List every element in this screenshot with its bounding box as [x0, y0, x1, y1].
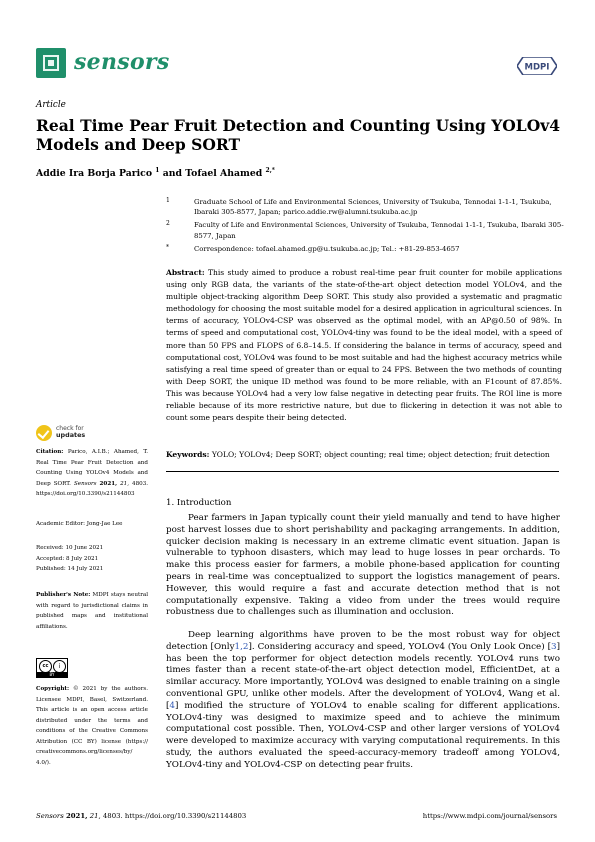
abstract — [166, 267, 562, 424]
footer-doi-link[interactable]: 4803. https://doi.org/10.3390/s21144803 — [102, 812, 247, 820]
correspondence: * Correspondence: tofael.ahamed.gp@u.tsukuba.ac.jp; Tel.: +81-29-853-4657 — [166, 243, 460, 253]
keywords-text: YOLO; YOLOv4; Deep SORT; object counting; real time; object detection; fruit detection — [211, 450, 550, 459]
body-paragraph: Deep learning algorithms have proven to be the most robust way for object detection [Only1,2]. Considering accuracy and speed, YOLOv4 (You Only Look Once) [3] has been the top performer for object detection models recently. YOLOv4 runs two times faster than a recent state-of-the-art object detection model, EfficientDet, at a similar accuracy. More importantly, YOLOv4 was designed to enable training on a single conventional GPU, unlike other models. After the development of YOLOv4, Wang et al. [4] modified the structure of YOLOv4 to enable scaling for different applications. YOLOv4-tiny was designed to maximize speed and to achieve the minimum computational cost possible. Then, YOLOv4-CSP and other larger versions of YOLOv4 were developed to maximize accuracy with varying computational requirements. In this study, the authors evaluated the speed-accuracy-memory tradeoff among YOLOv4, YOLOv4-tiny and YOLOv4-CSP on detecting pear fruits. — [166, 630, 561, 770]
footer-citation: Sensors 2021, 21, 4803. https://doi.org/10.3390/s21144803 — [36, 812, 247, 820]
keywords-label: Keywords: — [166, 450, 210, 459]
author-name[interactable]: Addie Ira Borja Parico — [36, 168, 153, 180]
journal-url-link[interactable]: https://www.mdpi.com/journal/sensors — [422, 812, 557, 820]
citation-link[interactable]: 1,2 — [234, 641, 249, 652]
affiliation-mark: 1 — [155, 167, 160, 174]
doi-link[interactable]: 4803. https://doi.org/10.3390/s21144803 — [36, 480, 149, 497]
citation-link[interactable]: 3 — [551, 641, 557, 652]
affiliations — [166, 197, 566, 257]
copyright-notice: Copyright: © 2021 by the authors. Licensee MDPI, Basel, Switzerland. This article is an open access article distributed under the terms and conditions of the Creative Commons Attribution (CC BY) license (https:// creativecommons.org/licenses/by/ 4.0/). — [36, 686, 148, 766]
paper-title: Real Time Pear Fruit Detection and Counting Using YOLOv4 Models and Deep SORT — [36, 116, 560, 154]
publisher-name: MDPI — [524, 62, 550, 73]
article-type: Article — [36, 100, 66, 110]
publisher-note: Publisher's Note: MDPI stays neutral with regard to jurisdictional claims in published maps and institutional affiliations. — [36, 592, 148, 630]
affiliation-item: 1 Graduate School of Life and Environmental Sciences, University of Tsukuba, Tennodai 1-1-1, Tsukuba, Ibaraki 305-8577, Japan; parico.addie.rw@alumni.tsukuba.ac.jp — [166, 197, 552, 217]
academic-editor: Academic Editor: Jong-Jae Lee — [36, 521, 123, 527]
journal-logo-icon — [36, 48, 66, 78]
abstract-text: This study aimed to produce a robust real-time pear fruit counter for mobile applications using only RGB data, the variants of the state-of-the-art object detection model YOLOv4, and the multiple object-tracking algorithm Deep SORT. This study also provided a systematic and pragmatic methodology for choosing the most suitable model for a desired application in agricultural sciences. In terms of accuracy, YOLOv4-CSP was observed as the optimal model, with an AP@0.50 of 98%. In terms of speed and computational cost, YOLOv4-tiny was found to be the ideal model, with a speed of more than 50 FPS and FLOPS of 6.8–14.5. If considering the balance in terms of accuracy, speed and computational cost, YOLOv4 was found to be most suitable and had the highest accuracy metrics while satisfying a real time speed of greater than or equal to 24 FPS. Between the two methods of counting with Deep SORT, the unique ID method was found to be more reliable, with an F1count of 87.85%. This was because YOLOv4 had a very low false negative in detecting pear fruits. The ROI line is more reliable because of its more restrictive nature, but due to flickering in detection it was not able to count some pears despite their being detected. — [166, 268, 563, 423]
publication-dates: Received: 10 June 2021 Accepted: 8 July 2021 Published: 14 July 2021 — [36, 545, 104, 572]
section-heading: 1. Introduction — [166, 498, 232, 508]
author-list — [36, 167, 275, 179]
check-badge-icon — [36, 425, 52, 441]
affiliation-mark: 2,* — [265, 167, 275, 174]
citation-block: Citation: Parico, A.I.B.; Ahamed, T. Real Time Pear Fruit Detection and Counting Using YOLOv4 Models and Deep SORT. Sensors 2021, 21, 4803. https://doi.org/10.3390/s21144803 — [36, 449, 149, 497]
affiliation-item: 2 Faculty of Life and Environmental Sciences, University of Tsukuba, Tennodai 1-1-1, Tsukuba, Ibaraki 305-8577, Japan — [166, 220, 564, 240]
author-conjunction: and — [162, 168, 183, 180]
cc-license-icon[interactable]: cc i BY — [36, 658, 68, 678]
body-paragraph: Pear farmers in Japan typically count their yield manually and tend to have higher post harvest losses due to short perishability and packaging arrangements. In addition, quicker decision making is necessary in an extreme climatic event situation. Japan is vulnerable to typhoon disasters, which may lead to huge losses in pear orchards. To make this process easier for farmers, a mobile phone-based application for counting pears in real-time was conceptualized to support the logistics management of pears. However, this would require a fast and accurate detection method that is not computationally expensive. Taking a video from under the trees would require robustness due to challenges such as illumination and occlusion. — [166, 513, 560, 618]
author-name[interactable]: Tofael Ahamed — [185, 168, 263, 180]
journal-name: sensors — [74, 49, 170, 75]
divider — [166, 471, 559, 472]
abstract-label: Abstract: — [166, 268, 205, 277]
citation-link[interactable]: 4 — [169, 700, 175, 711]
mdpi-logo — [517, 57, 557, 75]
keywords — [166, 449, 562, 461]
